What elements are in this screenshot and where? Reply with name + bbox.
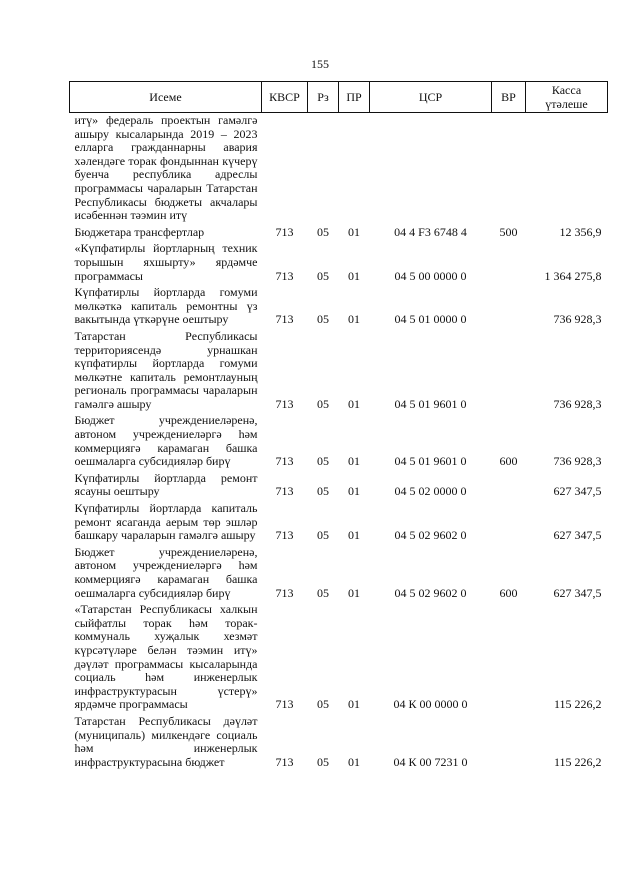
row-rz: 05 — [317, 396, 329, 411]
table-row — [70, 603, 608, 715]
row-pr: 01 — [348, 484, 360, 499]
row-sum: 736 928,3 — [553, 312, 602, 327]
row-csr: 04 5 02 9602 0 — [394, 585, 467, 600]
table-body — [70, 113, 608, 773]
row-csr: 04 К 00 0000 0 — [393, 697, 468, 712]
row-rz — [308, 113, 339, 226]
row-rz: 05 — [317, 484, 329, 499]
row-pr: 01 — [348, 454, 360, 469]
row-vr: 600 — [499, 585, 518, 600]
header-pr: ПР — [339, 82, 370, 113]
row-name: Күпфатирлы йортларда гомуми мөлкәткә капиталь ремонтны үз вакытында үткәрүне оештыру — [74, 285, 258, 327]
row-csr: 04 5 01 0000 0 — [394, 312, 467, 327]
row-name: Күпфатирлы йортларда ремонт ясауны оештыру — [74, 470, 258, 499]
row-vr — [492, 715, 526, 772]
row-name: Бюджет учреждениеләренә, автоном учреждениеләргә һәм коммерциягә карамаган башка оешмаларга субсидияләр бирү — [74, 544, 258, 600]
row-vr — [492, 242, 526, 286]
header-rz: Рз — [308, 82, 339, 113]
row-vr — [492, 113, 526, 226]
row-pr: 01 — [348, 697, 360, 712]
row-rz: 05 — [317, 454, 329, 469]
row-name: Татарстан Республикасы дәүләт (муниципаль) милкендәге социаль һәм инженерлык инфраструктурасына бюджет — [74, 713, 258, 769]
row-rz: 05 — [317, 585, 329, 600]
header-sum-line1: Касса — [551, 83, 582, 97]
row-kvsr: 713 — [275, 396, 294, 411]
row-rz: 05 — [317, 312, 329, 327]
row-name: Күпфатирлы йортларда капиталь ремонт ясаганда аерым төр эшләр башкару чараларын гамәлгә ашыру — [74, 501, 258, 543]
table-row — [70, 226, 608, 243]
row-name: Татарстан Республикасы территориясендә урнашкан күпфатирлы йортларда гомуми мөлкәтне капиталь ремонтлауның региональ программасы чараларын гамәлгә ашыру — [74, 328, 258, 411]
row-vr — [492, 330, 526, 415]
table-row — [70, 286, 608, 330]
row-sum: 627 347,5 — [553, 528, 602, 543]
table-row — [70, 546, 608, 603]
row-vr — [492, 502, 526, 546]
row-pr: 01 — [348, 224, 360, 239]
row-kvsr: 713 — [275, 454, 294, 469]
table-row — [70, 113, 608, 226]
row-kvsr: 713 — [275, 268, 294, 283]
row-csr: 04 5 01 9601 0 — [394, 396, 467, 411]
row-vr — [492, 472, 526, 502]
row-rz: 05 — [317, 754, 329, 769]
row-csr: 04 4 F3 6748 4 — [394, 224, 467, 239]
row-name: Бюджет учреждениеләренә, автоном учреждениеләргә һәм коммерциягә карамаган башка оешмаларга субсидияләр бирү — [74, 413, 258, 469]
row-sum: 736 928,3 — [553, 396, 602, 411]
row-csr: 04 5 01 9601 0 — [394, 454, 467, 469]
row-pr: 01 — [348, 312, 360, 327]
table-header — [70, 82, 608, 113]
row-kvsr: 713 — [275, 312, 294, 327]
table-row — [70, 242, 608, 286]
row-rz: 05 — [317, 697, 329, 712]
row-csr: 04 К 00 7231 0 — [393, 754, 468, 769]
row-vr — [492, 603, 526, 715]
row-pr — [339, 113, 370, 226]
row-pr: 01 — [348, 396, 360, 411]
row-kvsr — [262, 113, 308, 226]
table-row — [70, 472, 608, 502]
row-sum: 12 356,9 — [559, 224, 602, 239]
header-name: Исеме — [70, 82, 262, 113]
row-pr: 01 — [348, 268, 360, 283]
row-kvsr: 713 — [275, 754, 294, 769]
table-row — [70, 502, 608, 546]
row-name: итү» федераль проектын гамәлгә ашыру кысаларында 2019 – 2023 елларга гражданнарны авария хәлендәге торак фондыннан күчерү буенча республика адреслы программасы чараларын Татарстан Республикасы бюджеты акчалары исәбеннән тәэмин итү — [74, 113, 258, 223]
row-kvsr: 713 — [275, 528, 294, 543]
row-kvsr: 713 — [275, 697, 294, 712]
row-sum: 1 364 275,8 — [544, 268, 602, 283]
table-row — [70, 715, 608, 772]
table-row — [70, 330, 608, 415]
row-rz: 05 — [317, 268, 329, 283]
header-vr: ВР — [492, 82, 526, 113]
row-sum: 627 347,5 — [553, 484, 602, 499]
page-number: 155 — [311, 57, 329, 71]
table-row — [70, 414, 608, 471]
row-csr — [370, 113, 492, 226]
row-csr: 04 5 02 9602 0 — [394, 528, 467, 543]
row-name: Бюджетара трансфертлар — [74, 224, 205, 239]
row-vr: 500 — [499, 224, 518, 239]
row-vr: 600 — [499, 454, 518, 469]
row-kvsr: 713 — [275, 224, 294, 239]
budget-table — [69, 81, 608, 772]
header-sum — [526, 82, 608, 113]
row-kvsr: 713 — [275, 585, 294, 600]
row-name: «Күпфатирлы йортларның техник торышын яхшырту» ярдәмче программасы — [74, 241, 258, 283]
row-sum: 627 347,5 — [553, 585, 602, 600]
row-vr — [492, 286, 526, 330]
row-pr: 01 — [348, 585, 360, 600]
row-pr: 01 — [348, 528, 360, 543]
header-kvsr: КВСР — [262, 82, 308, 113]
row-sum: 736 928,3 — [553, 454, 602, 469]
row-sum: 115 226,2 — [553, 754, 602, 769]
row-csr: 04 5 02 0000 0 — [394, 484, 467, 499]
row-csr: 04 5 00 0000 0 — [394, 268, 467, 283]
row-sum: 115 226,2 — [553, 697, 602, 712]
header-csr: ЦСР — [370, 82, 492, 113]
row-rz: 05 — [317, 528, 329, 543]
row-sum — [526, 113, 608, 226]
row-rz: 05 — [317, 224, 329, 239]
row-pr: 01 — [348, 754, 360, 769]
row-name: «Татарстан Республикасы халкын сыйфатлы торак һәм торак-коммуналь хуҗалык хезмәт күрсәтүләре белән тәэмин итү» дәүләт программасы кысаларында социаль һәм инженерлык инфраструктурасын үстерү» ярдәмче программасы — [74, 602, 258, 712]
row-kvsr: 713 — [275, 484, 294, 499]
header-sum-line2: үтәлеше — [545, 97, 588, 111]
